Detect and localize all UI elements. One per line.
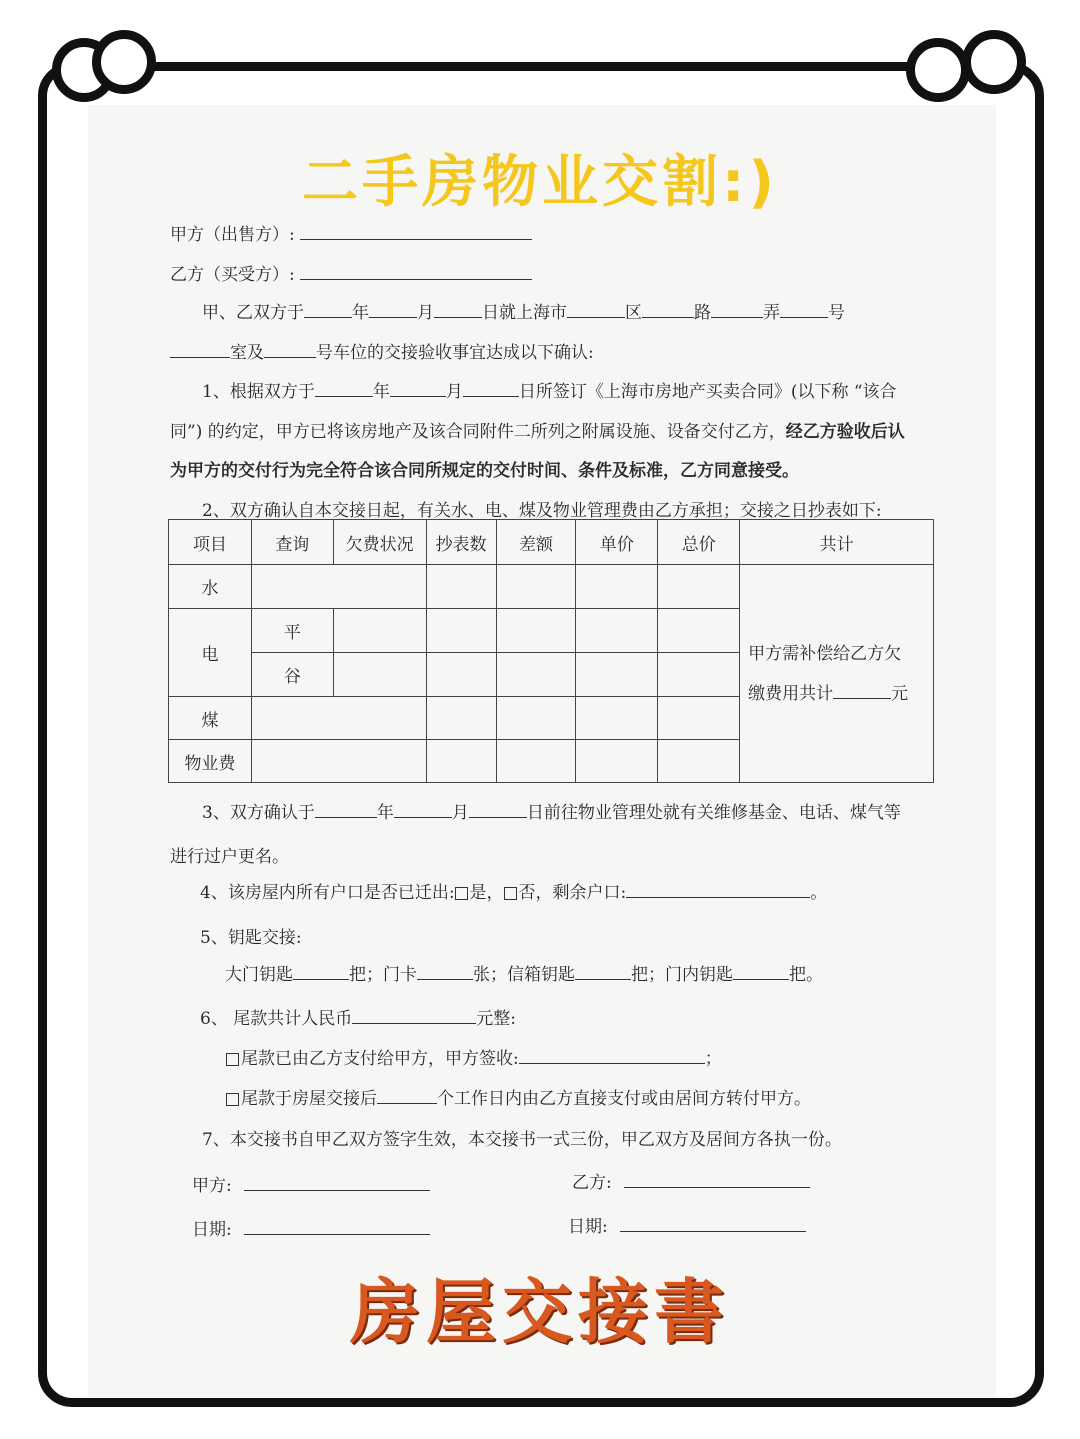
blank xyxy=(315,379,373,397)
blank xyxy=(626,880,810,898)
blank xyxy=(304,300,352,318)
row-electricity: 电 xyxy=(169,609,252,697)
row-gas: 煤 xyxy=(169,697,252,740)
intro-line-2 xyxy=(170,338,594,363)
clause-3-line-2: 进行过户更名。 xyxy=(170,847,289,867)
intro-tail: 号车位的交接验收事宜达成以下确认: xyxy=(316,343,594,363)
th-item: 项目 xyxy=(169,520,252,565)
cell xyxy=(426,609,496,653)
c6-opt2a: 尾款于房屋交接后 xyxy=(241,1089,377,1109)
cell xyxy=(658,609,740,653)
cell xyxy=(333,609,426,653)
blank xyxy=(711,300,763,318)
cell xyxy=(426,740,496,783)
party-a-row xyxy=(170,220,532,245)
frame-curl-right-2 xyxy=(906,38,970,102)
intro-line-1 xyxy=(202,298,845,323)
intro-loc: 日就上海市 xyxy=(482,303,567,323)
total-line-2b: 元 xyxy=(891,683,909,704)
blank xyxy=(733,962,789,980)
checkbox-after[interactable] xyxy=(226,1093,239,1106)
c6-a: 6、 尾款共计人民币 xyxy=(200,1009,353,1029)
party-b-blank xyxy=(300,262,532,280)
blank xyxy=(377,1086,437,1104)
c6-opt1-end: ； xyxy=(704,1049,722,1069)
c3-b: 日前往物业管理处就有关维修基金、电话、煤气等 xyxy=(526,803,901,823)
blank xyxy=(434,300,482,318)
blank xyxy=(469,800,527,818)
frame-curl-right xyxy=(962,30,1026,94)
footer-title: 房屋交接書 xyxy=(350,1270,730,1353)
th-total-price: 总价 xyxy=(658,520,740,565)
cell xyxy=(496,697,576,740)
blank xyxy=(417,962,473,980)
c1-month: 月 xyxy=(445,382,463,402)
checkbox-no[interactable] xyxy=(504,887,517,900)
date-a-label: 日期: xyxy=(192,1220,232,1240)
blank xyxy=(293,962,349,980)
sign-b xyxy=(572,1168,810,1193)
c1-line2-bold: 经乙方验收后认 xyxy=(785,422,905,442)
sign-a xyxy=(192,1171,430,1196)
c5-e: 把。 xyxy=(789,965,823,985)
blank xyxy=(394,800,452,818)
th-grand-total: 共计 xyxy=(740,520,934,565)
blank xyxy=(624,1170,810,1188)
c1-b: 日所签订《上海市房地产买卖合同》(以下称 “该合 xyxy=(518,382,897,402)
cell xyxy=(426,565,496,609)
row-water: 水 xyxy=(169,565,252,609)
c1-year: 年 xyxy=(372,382,390,402)
cell xyxy=(658,653,740,697)
party-a-blank xyxy=(300,222,532,240)
clause-7: 7、本交接书自甲乙双方签字生效，本交接书一式三份，甲乙双方及居间方各执一份。 xyxy=(202,1130,842,1150)
cell xyxy=(496,609,576,653)
party-b-label: 乙方（买受方）: xyxy=(170,265,295,285)
th-arrears: 欠费状况 xyxy=(333,520,426,565)
clause-6-option-1 xyxy=(226,1044,722,1069)
cell xyxy=(576,740,658,783)
c6-b: 元整: xyxy=(476,1009,516,1029)
clause-5-keys xyxy=(225,960,823,985)
th-unit-price: 单价 xyxy=(576,520,658,565)
cell xyxy=(576,697,658,740)
date-a xyxy=(192,1215,430,1240)
clause-2: 2、双方确认自本交接日起，有关水、电、煤及物业管理费由乙方承担；交接之日抄表如下: xyxy=(202,501,882,521)
cell xyxy=(658,740,740,783)
c6-opt2b: 个工作日内由乙方直接支付或由居间方转付甲方。 xyxy=(437,1089,811,1109)
clause-4 xyxy=(200,878,827,903)
intro-prefix: 甲、乙双方于 xyxy=(202,303,304,323)
party-b-row xyxy=(170,260,532,285)
c6-opt1: 尾款已由乙方支付给甲方，甲方签收: xyxy=(241,1049,519,1069)
c3-month: 月 xyxy=(451,803,469,823)
c1-line2: 同”) 的约定，甲方已将该房地产及该合同附件二所列之附属设施、设备交付乙方， xyxy=(170,422,786,442)
meter-table xyxy=(168,519,934,783)
cell xyxy=(576,653,658,697)
sign-b-label: 乙方: xyxy=(572,1173,612,1193)
sub-valley: 谷 xyxy=(251,653,333,697)
date-b-label: 日期: xyxy=(568,1217,608,1237)
cell xyxy=(576,565,658,609)
intro-lane: 弄 xyxy=(763,303,780,323)
c5-b: 把；门卡 xyxy=(349,965,417,985)
cell xyxy=(426,697,496,740)
total-line-2a: 缴费用共计 xyxy=(748,683,834,704)
frame-curl-left-2 xyxy=(92,30,156,94)
c3-year: 年 xyxy=(376,803,394,823)
checkbox-paid[interactable] xyxy=(226,1053,239,1066)
c3-a: 3、双方确认于 xyxy=(202,803,315,823)
c5-c: 张；信箱钥匙 xyxy=(473,965,575,985)
blank xyxy=(463,379,519,397)
clause-5-title: 5、钥匙交接: xyxy=(200,928,302,948)
intro-year: 年 xyxy=(352,303,369,323)
party-a-label: 甲方（出售方）: xyxy=(170,225,295,245)
th-diff: 差额 xyxy=(496,520,576,565)
th-reading: 抄表数 xyxy=(426,520,496,565)
blank xyxy=(780,300,828,318)
blank xyxy=(244,1173,430,1191)
c5-a: 大门钥匙 xyxy=(225,965,293,985)
c4-a: 4、该房屋内所有户口是否已迁出: xyxy=(200,883,455,903)
clause-3-line-1 xyxy=(202,798,901,823)
row-property-fee: 物业费 xyxy=(169,740,252,783)
blank xyxy=(315,800,377,818)
cell xyxy=(496,653,576,697)
c4-end: 。 xyxy=(810,883,828,903)
blank xyxy=(244,1217,430,1235)
blank xyxy=(352,1006,476,1024)
clause-1-line-2 xyxy=(170,417,905,442)
blank xyxy=(642,300,694,318)
blank xyxy=(620,1214,806,1232)
total-line-1: 甲方需补偿给乙方欠 xyxy=(748,643,902,664)
cell xyxy=(658,565,740,609)
headline: 二手房物业交割:) xyxy=(302,150,778,215)
c4-yes: 是， xyxy=(469,883,504,903)
clause-1-line-3: 为甲方的交付行为完全符合该合同所规定的交付时间、条件及标准，乙方同意接受。 xyxy=(170,461,799,481)
clause-1-line-1 xyxy=(202,377,897,402)
intro-month: 月 xyxy=(417,303,434,323)
blank xyxy=(390,379,446,397)
blank xyxy=(833,681,891,699)
th-query: 查询 xyxy=(251,520,333,565)
blank xyxy=(519,1046,705,1064)
cell xyxy=(333,653,426,697)
blank xyxy=(264,340,316,358)
total-line-2 xyxy=(748,674,933,714)
cell xyxy=(658,697,740,740)
blank xyxy=(575,962,631,980)
cell xyxy=(576,609,658,653)
date-b xyxy=(568,1212,806,1237)
blank xyxy=(567,300,625,318)
grand-total-cell xyxy=(740,565,934,783)
cell xyxy=(251,697,426,740)
sub-peak: 平 xyxy=(251,609,333,653)
blank xyxy=(170,340,230,358)
clause-6-option-2 xyxy=(226,1084,811,1109)
intro-room: 室及 xyxy=(230,343,264,363)
c1-a: 1、根据双方于 xyxy=(202,382,315,402)
intro-district: 区 xyxy=(625,303,642,323)
cell xyxy=(496,740,576,783)
cell xyxy=(251,565,426,609)
intro-no: 号 xyxy=(828,303,845,323)
sign-a-label: 甲方: xyxy=(192,1176,232,1196)
cell xyxy=(496,565,576,609)
c4-no: 否，剩余户口: xyxy=(518,883,627,903)
clause-6 xyxy=(200,1004,516,1029)
c5-d: 把；门内钥匙 xyxy=(631,965,733,985)
intro-road: 路 xyxy=(694,303,711,323)
checkbox-yes[interactable] xyxy=(455,887,468,900)
cell xyxy=(251,740,426,783)
blank xyxy=(369,300,417,318)
cell xyxy=(426,653,496,697)
